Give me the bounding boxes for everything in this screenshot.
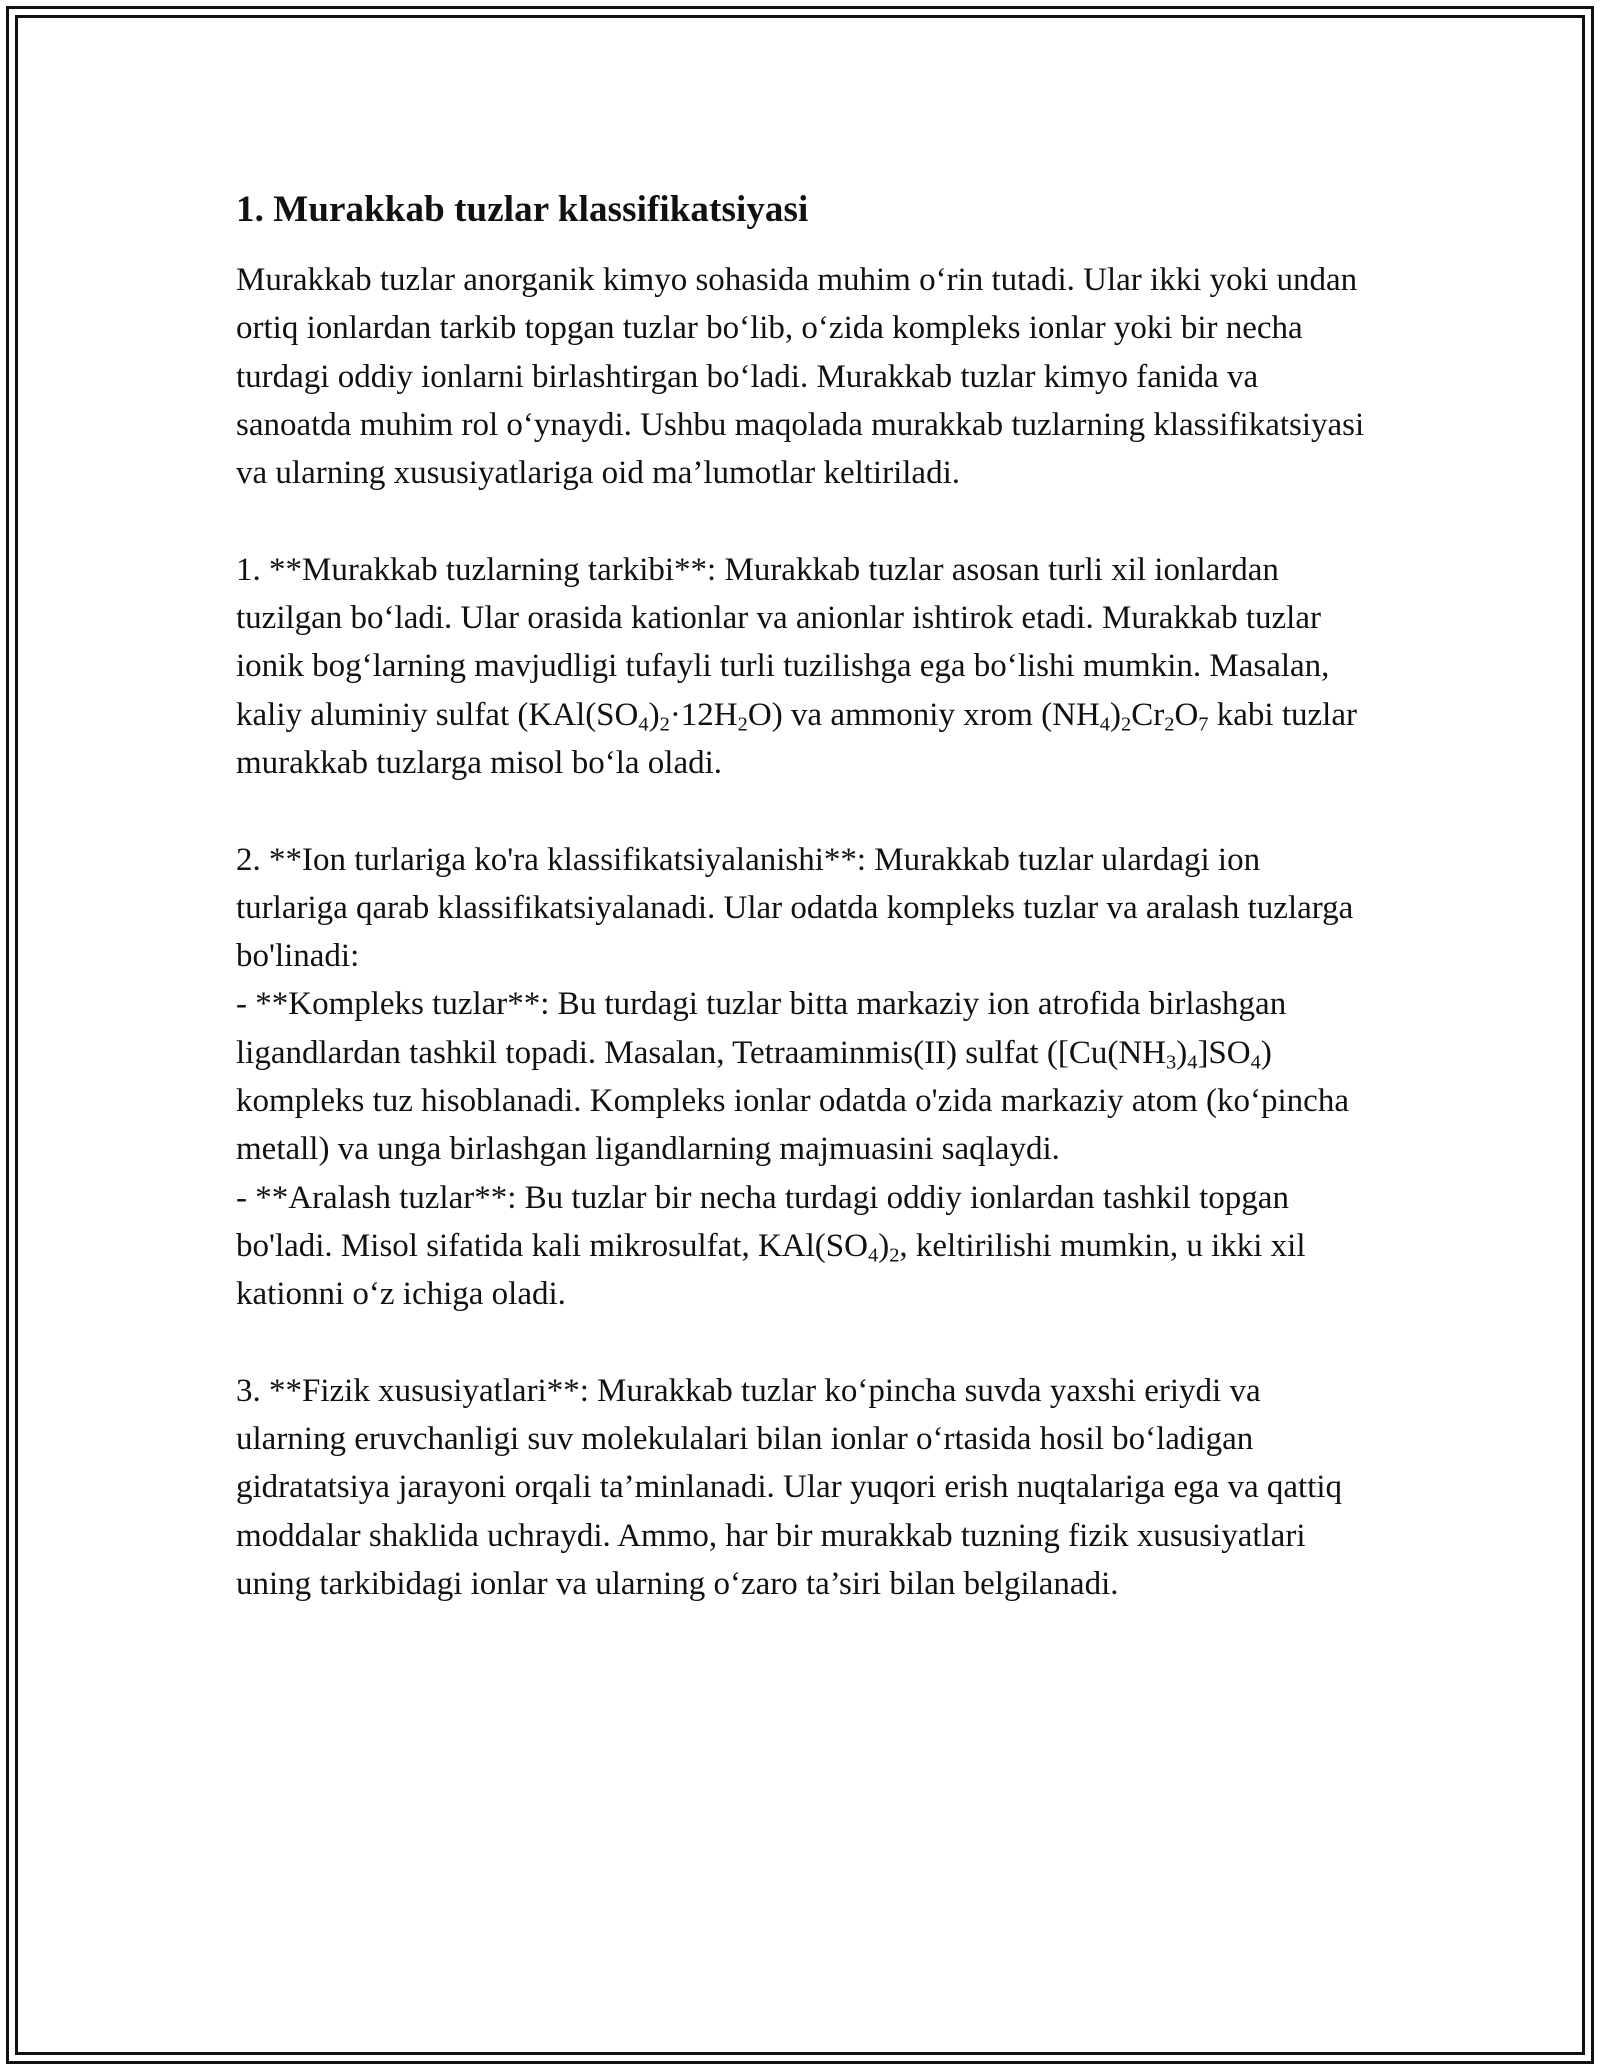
paragraph-gap: [236, 787, 1368, 835]
subscript: 3: [1166, 1051, 1177, 1074]
subscript: 4: [1187, 1051, 1198, 1074]
section-2-intro: 2. **Ion turlariga ko'ra klassifikatsiyalanishi**: Murakkab tuzlar ulardagi ion turlariga qarab klassifikatsiyalanadi. Ular odatda kompleks tuzlar va aralash tuzlarga bo'linadi:: [236, 841, 1354, 975]
section-1-text: Cr: [1131, 696, 1165, 733]
section-1-text: 1. **Murakkab tuzlarning tarkibi**: Murakkab tuzlar asosan turli xil ionlardan tuzilgan bo‘ladi. Ular orasida kationlar va anionlar ishtirok etadi. Murakkab tuzlar ionik bog‘larning mavjudligi tufayli turli tuzilishga ega bo‘lishi mumkin. Masalan, kaliy aluminiy sulfat (KAl(SO: [236, 551, 1330, 733]
subscript: 4: [867, 1244, 879, 1267]
section-1-text: O) va ammoniy xrom (NH: [747, 696, 1100, 733]
document-body: [236, 186, 1368, 1608]
kompleks-text: - **Kompleks tuzlar**: Bu turdagi tuzlar bitta markaziy ion atrofida birlashgan ligandlardan tashkil topadi. Masalan, Tetraaminmis(II) sulfat ([Cu(NH: [236, 986, 1287, 1071]
subscript: 4: [1250, 1051, 1261, 1074]
subscript: 2: [1164, 713, 1175, 736]
section-1-text: ·12H: [669, 696, 738, 733]
subscript: 2: [889, 1244, 900, 1267]
kompleks-text: ): [1176, 1034, 1188, 1071]
paragraph-gap: [236, 1319, 1368, 1367]
aralash-text: - **Aralash tuzlar**: Bu tuzlar bir necha turdagi oddiy ionlardan tashkil topgan bo'ladi. Misol sifatida kali mikrosulfat, KAl(SO: [236, 1179, 1289, 1264]
paragraph-gap: [236, 497, 1368, 545]
kompleks-text: ]SO: [1197, 1034, 1251, 1071]
document-heading: 1. Murakkab tuzlar klassifikatsiyasi: [236, 189, 809, 230]
intro-paragraph: Murakkab tuzlar anorganik kimyo sohasida muhim o‘rin tutadi. Ular ikki yoki undan ortiq ionlardan tarkib topgan tuzlar bo‘lib, o‘zida kompleks ionlar yoki bir necha turdagi oddiy ionlarni birlashtirgan bo‘ladi. Murakkab tuzlar kimyo fanida va sanoatda muhim rol o‘ynaydi. Ushbu maqolada murakkab tuzlarning klassifikatsiyasi va ularning xususiyatlariga oid ma’lumotlar keltiriladi.: [236, 262, 1365, 492]
section-1-paragraph: [236, 546, 1368, 787]
aralash-text: , keltirilishi mumkin, u ikki xil kationni o‘z ichiga oladi.: [236, 1227, 1306, 1313]
section-2-aralash: [236, 1174, 1368, 1319]
subscript: 4: [638, 713, 649, 736]
subscript: 2: [737, 713, 748, 736]
section-1-text: ): [1110, 696, 1122, 733]
section-3-paragraph: 3. **Fizik xususiyatlari**: Murakkab tuzlar ko‘pincha suvda yaxshi eriydi va ularning eruvchanligi suv molekulalari bilan ionlar o‘rtasida hosil bo‘ladigan gidratatsiya jarayoni orqali ta’minlanadi. Ular yuqori erish nuqtalariga ega va qattiq moddalar shaklida uchraydi. Ammo, har bir murakkab tuzning fizik xususiyatlari uning tarkibidagi ionlar va ularning o‘zaro ta’siri bilan belgilanadi.: [236, 1372, 1343, 1603]
kompleks-text: ) kompleks tuz hisoblanadi. Kompleks ionlar odatda o'zida markaziy atom (ko‘pincha metall) va unga birlashgan ligandlarning majmuasini saqlaydi.: [236, 1034, 1349, 1168]
section-1-text: kabi tuzlar murakkab tuzlarga misol bo‘la oladi.: [236, 696, 1357, 781]
section-1-text: ): [648, 696, 660, 733]
subscript: 2: [1121, 713, 1132, 736]
subscript: 4: [1099, 713, 1111, 736]
aralash-text: ): [878, 1227, 890, 1264]
subscript: 7: [1198, 713, 1209, 736]
subscript: 2: [659, 713, 670, 736]
section-2-kompleks: [236, 980, 1368, 1173]
section-1-text: O: [1174, 696, 1199, 733]
